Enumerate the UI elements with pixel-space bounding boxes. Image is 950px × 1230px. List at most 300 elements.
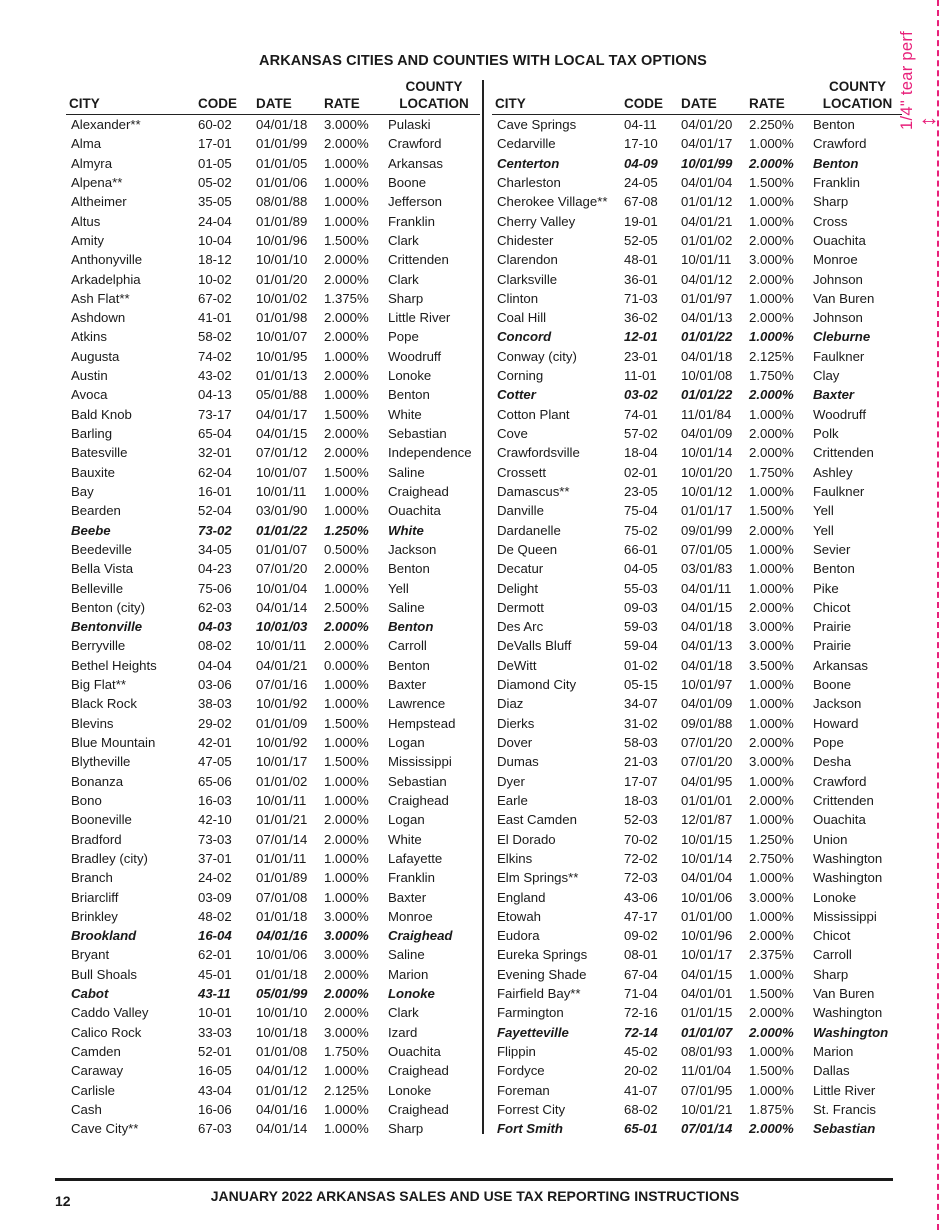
cell-county: Washington	[813, 870, 883, 886]
cell-city: Blevins	[71, 715, 114, 731]
cell-rate: 3.000%	[324, 947, 369, 963]
cell-county: Marion	[388, 966, 429, 982]
cell-code: 45-01	[198, 966, 232, 982]
cell-code: 35-05	[198, 194, 232, 210]
table-row	[492, 907, 902, 926]
cell-code: 24-05	[624, 174, 658, 190]
cell-code: 23-05	[624, 483, 658, 499]
cell-city: Brookland	[71, 928, 137, 944]
cell-rate: 3.000%	[324, 908, 369, 924]
cell-city: Earle	[497, 792, 528, 808]
cell-rate: 1.000%	[749, 773, 794, 789]
cell-date: 04/01/21	[256, 657, 308, 673]
cell-rate: 3.500%	[749, 657, 794, 673]
cell-city: Forrest City	[497, 1101, 566, 1117]
table-row	[66, 926, 480, 945]
cell-code: 52-04	[198, 503, 232, 519]
table-row	[66, 154, 480, 173]
cell-date: 10/01/07	[256, 329, 308, 345]
cell-rate: 1.000%	[749, 870, 794, 886]
cell-code: 04-03	[198, 619, 232, 635]
cell-city: Etowah	[497, 908, 541, 924]
table-row	[66, 521, 480, 540]
table-row	[66, 405, 480, 424]
table-row	[66, 830, 480, 849]
cell-county: Izard	[388, 1024, 418, 1040]
cell-city: Dierks	[497, 715, 535, 731]
cell-code: 43-06	[624, 889, 658, 905]
cell-date: 09/01/88	[681, 715, 733, 731]
footer-title: JANUARY 2022 ARKANSAS SALES AND USE TAX REPORTING INSTRUCTIONS	[210, 1188, 740, 1204]
table-row	[492, 714, 902, 733]
cell-county: Carroll	[388, 638, 427, 654]
cell-rate: 2.000%	[749, 271, 794, 287]
cell-code: 67-04	[624, 966, 658, 982]
cell-city: Batesville	[71, 445, 128, 461]
cell-county: Craighead	[388, 483, 449, 499]
table-row	[66, 385, 480, 404]
cell-city: Calico Rock	[71, 1024, 142, 1040]
cell-date: 03/01/83	[681, 561, 733, 577]
cell-date: 10/01/11	[256, 638, 307, 654]
cell-county: Johnson	[813, 310, 863, 326]
table-row	[66, 868, 480, 887]
header-location: LOCATION	[399, 96, 469, 111]
cell-county: Polk	[813, 426, 839, 441]
cell-code: 67-02	[198, 290, 232, 306]
cell-date: 10/01/99	[681, 155, 733, 171]
cell-date: 01/01/01	[681, 792, 733, 808]
cell-code: 66-01	[624, 541, 658, 557]
cell-code: 57-02	[624, 426, 658, 441]
cell-county: Monroe	[388, 908, 433, 924]
cell-code: 31-02	[624, 715, 658, 731]
cell-city: Ashdown	[71, 310, 126, 326]
cell-code: 47-17	[624, 908, 658, 924]
cell-county: Woodruff	[388, 348, 442, 364]
cell-date: 04/01/09	[681, 426, 733, 441]
cell-city: Carlisle	[71, 1082, 115, 1098]
cell-county: Johnson	[813, 271, 863, 287]
cell-date: 07/01/05	[681, 541, 733, 557]
cell-county: Benton	[813, 155, 859, 171]
cell-county: Sebastian	[813, 1121, 876, 1137]
cell-city: England	[497, 889, 546, 905]
cell-county: Arkansas	[388, 155, 443, 171]
cell-date: 04/01/01	[681, 986, 733, 1002]
cell-county: Hempstead	[388, 715, 456, 731]
cell-city: Avoca	[71, 387, 108, 403]
cell-code: 08-02	[198, 638, 232, 654]
cell-code: 62-03	[198, 599, 232, 615]
table-row	[66, 540, 480, 559]
table-row	[66, 270, 480, 289]
cell-code: 72-02	[624, 850, 658, 866]
cell-city: Branch	[71, 870, 113, 886]
cell-rate: 1.000%	[749, 1082, 794, 1098]
cell-code: 16-04	[198, 928, 232, 944]
cell-city: Conway (city)	[497, 348, 577, 364]
table-row	[66, 714, 480, 733]
cell-code: 04-23	[198, 561, 232, 577]
table-row	[492, 482, 902, 501]
cell-date: 07/01/14	[681, 1121, 733, 1137]
cell-date: 10/01/97	[681, 677, 733, 693]
cell-city: Briarcliff	[71, 889, 119, 905]
table-row	[492, 1119, 902, 1138]
cell-city: Centerton	[497, 155, 560, 171]
cell-date: 10/01/07	[256, 464, 308, 480]
cell-county: Desha	[813, 754, 852, 770]
cell-rate: 1.500%	[749, 503, 794, 519]
table-row	[492, 945, 902, 964]
table-row	[492, 810, 902, 829]
cell-code: 73-02	[198, 522, 232, 538]
cell-county: Ouachita	[388, 503, 441, 519]
cell-rate: 1.000%	[749, 136, 794, 152]
cell-city: East Camden	[497, 812, 577, 828]
cell-city: Flippin	[497, 1044, 536, 1059]
table-row	[66, 849, 480, 868]
cell-county: Woodruff	[813, 406, 867, 422]
table-row	[66, 289, 480, 308]
cell-city: Cave City**	[71, 1121, 139, 1137]
cell-city: Bauxite	[71, 464, 115, 480]
cell-city: Corning	[497, 368, 544, 384]
cell-county: White	[388, 406, 422, 422]
cell-rate: 1.000%	[749, 213, 794, 229]
cell-code: 38-03	[198, 696, 232, 712]
cell-date: 07/01/16	[256, 677, 308, 693]
cell-county: Arkansas	[813, 657, 868, 673]
cell-code: 09-03	[624, 599, 658, 615]
cell-date: 10/01/12	[681, 483, 733, 499]
cell-city: Barling	[71, 426, 113, 441]
cell-date: 04/01/12	[256, 1063, 308, 1079]
cell-code: 16-03	[198, 792, 232, 808]
cell-rate: 1.500%	[324, 406, 369, 422]
cell-rate: 1.500%	[749, 986, 794, 1002]
cell-code: 75-04	[624, 503, 658, 519]
cell-city: Ash Flat**	[71, 290, 130, 306]
cell-code: 47-05	[198, 754, 232, 770]
table-row	[492, 1100, 902, 1119]
cell-city: Concord	[497, 329, 552, 345]
cell-code: 43-02	[198, 368, 232, 384]
cell-date: 01/01/13	[256, 368, 308, 384]
cell-rate: 2.000%	[324, 426, 369, 441]
cell-rate: 1.875%	[749, 1101, 794, 1117]
cell-city: Cove	[497, 426, 528, 441]
right-table-body	[492, 115, 902, 1139]
cell-county: Lonoke	[388, 368, 432, 384]
cell-county: Carroll	[813, 947, 852, 963]
cell-rate: 2.000%	[324, 136, 369, 152]
cell-city: Bay	[71, 483, 94, 499]
table-row	[66, 579, 480, 598]
cell-city: Fordyce	[497, 1063, 545, 1079]
cell-rate: 1.000%	[749, 329, 794, 345]
cell-code: 72-03	[624, 870, 658, 886]
table-row	[492, 694, 902, 713]
cell-date: 01/01/09	[256, 715, 308, 731]
cell-county: Craighead	[388, 1063, 449, 1079]
cell-rate: 1.000%	[749, 812, 794, 828]
cell-date: 10/01/14	[681, 445, 733, 461]
cell-code: 52-01	[198, 1044, 232, 1059]
cell-city: Coal Hill	[497, 310, 547, 326]
table-row	[66, 617, 480, 636]
cell-rate: 1.000%	[324, 792, 369, 808]
cell-county: Ouachita	[813, 232, 866, 248]
table-row	[66, 115, 480, 135]
cell-date: 10/01/06	[681, 889, 733, 905]
cell-code: 72-14	[624, 1024, 658, 1040]
table-row	[492, 154, 902, 173]
cell-code: 74-02	[198, 348, 232, 364]
cell-rate: 1.000%	[749, 580, 794, 596]
cell-date: 04/01/18	[256, 117, 308, 132]
cell-county: Crittenden	[388, 252, 449, 268]
cell-rate: 2.000%	[324, 831, 369, 847]
cell-rate: 2.000%	[749, 310, 794, 326]
cell-city: Bald Knob	[71, 406, 132, 422]
header-date: DATE	[256, 78, 324, 115]
table-row	[492, 617, 902, 636]
table-row	[66, 559, 480, 578]
table-row	[492, 656, 902, 675]
table-row	[492, 772, 902, 791]
header-date: DATE	[681, 78, 749, 115]
cell-county: Craighead	[388, 1101, 449, 1117]
cell-code: 71-03	[624, 290, 658, 306]
cell-city: Cotton Plant	[497, 406, 570, 422]
cell-rate: 1.000%	[324, 773, 369, 789]
cell-date: 01/01/22	[681, 387, 733, 403]
cell-rate: 3.000%	[749, 889, 794, 905]
cell-city: Delight	[497, 580, 539, 596]
cell-rate: 2.000%	[749, 792, 794, 808]
table-row	[492, 501, 902, 520]
cell-city: Elkins	[497, 850, 533, 866]
cell-county: Lonoke	[813, 889, 857, 905]
cell-rate: 2.000%	[324, 310, 369, 326]
cell-rate: 1.000%	[749, 194, 794, 210]
cell-county: Dallas	[813, 1063, 850, 1079]
cell-county: Mississippi	[388, 754, 452, 770]
cell-city: Cherry Valley	[497, 213, 576, 229]
cell-city: DeWitt	[497, 657, 537, 673]
cell-date: 05/01/99	[256, 986, 308, 1002]
cell-rate: 2.000%	[749, 599, 794, 615]
cell-date: 10/01/11	[256, 792, 307, 808]
cell-code: 52-05	[624, 232, 658, 248]
cell-rate: 2.000%	[324, 1005, 369, 1021]
cell-date: 04/01/15	[256, 426, 308, 441]
cell-county: Franklin	[388, 213, 435, 229]
page-title: ARKANSAS CITIES AND COUNTIES WITH LOCAL TAX OPTIONS	[259, 53, 707, 69]
cell-date: 01/01/89	[256, 870, 308, 886]
table-row	[66, 501, 480, 520]
table-row	[66, 945, 480, 964]
cell-date: 04/01/11	[681, 580, 732, 596]
cell-county: Craighead	[388, 792, 449, 808]
table-row	[492, 134, 902, 153]
cell-county: Clay	[813, 368, 840, 384]
table-row	[66, 327, 480, 346]
cell-date: 10/01/17	[681, 947, 733, 963]
cell-rate: 1.500%	[324, 715, 369, 731]
cell-county: Pope	[813, 735, 844, 750]
table-row	[492, 636, 902, 655]
table-row	[66, 810, 480, 829]
cell-county: Crawford	[813, 773, 867, 789]
cell-rate: 2.000%	[749, 928, 794, 944]
cell-city: Cherokee Village**	[497, 194, 608, 210]
cell-city: Dover	[497, 735, 533, 750]
cell-rate: 1.000%	[749, 483, 794, 499]
cell-date: 01/01/99	[256, 136, 308, 152]
table-row	[66, 192, 480, 211]
table-row	[492, 115, 902, 135]
cell-county: Logan	[388, 735, 425, 750]
right-column	[492, 78, 902, 1139]
cell-rate: 1.000%	[324, 1063, 369, 1079]
cell-date: 04/01/17	[256, 406, 308, 422]
table-row	[492, 675, 902, 694]
table-row	[492, 424, 902, 443]
cell-city: Bradley (city)	[71, 850, 148, 866]
cell-county: Clark	[388, 232, 419, 248]
left-header-row	[66, 78, 480, 115]
cell-county: St. Francis	[813, 1101, 877, 1117]
cell-date: 03/01/90	[256, 503, 308, 519]
header-city: CITY	[492, 78, 624, 115]
cell-rate: 1.000%	[324, 677, 369, 693]
cell-date: 07/01/95	[681, 1082, 733, 1098]
cell-city: Foreman	[497, 1082, 550, 1098]
table-row	[66, 636, 480, 655]
cell-rate: 1.000%	[749, 715, 794, 731]
cell-code: 36-01	[624, 271, 658, 287]
cell-code: 03-02	[624, 387, 658, 403]
cell-code: 59-03	[624, 619, 658, 635]
cell-code: 04-09	[624, 155, 658, 171]
table-row	[492, 173, 902, 192]
cell-city: Altheimer	[71, 194, 127, 210]
table-row	[66, 675, 480, 694]
cell-city: El Dorado	[497, 831, 556, 847]
cell-code: 04-13	[198, 387, 232, 403]
cell-code: 18-03	[624, 792, 658, 808]
cell-county: Ouachita	[813, 812, 866, 828]
cell-date: 01/01/17	[681, 503, 733, 519]
cell-date: 10/01/21	[681, 1101, 733, 1117]
tear-perf-label: 1/4" tear perf	[898, 30, 916, 130]
cell-rate: 1.750%	[324, 1044, 369, 1059]
cell-county: Pulaski	[388, 117, 431, 132]
cell-county: Van Buren	[813, 290, 875, 306]
table-row	[66, 907, 480, 926]
cell-date: 01/01/15	[681, 1005, 733, 1021]
cell-city: Black Rock	[71, 696, 137, 712]
header-rate: RATE	[324, 78, 388, 115]
cell-date: 10/01/15	[681, 831, 733, 847]
cell-code: 60-02	[198, 117, 232, 132]
cell-date: 10/01/11	[256, 483, 307, 499]
cell-county: Faulkner	[813, 483, 865, 499]
left-column	[66, 78, 480, 1139]
cell-code: 10-04	[198, 232, 232, 248]
cell-date: 04/01/18	[681, 348, 733, 364]
cell-city: Clarksville	[497, 271, 558, 287]
cell-rate: 1.500%	[749, 1063, 794, 1079]
cell-rate: 2.250%	[749, 117, 794, 132]
cell-city: Damascus**	[497, 483, 570, 499]
cell-city: Cedarville	[497, 136, 556, 152]
cell-city: Cabot	[71, 986, 109, 1002]
table-row	[66, 443, 480, 462]
cell-code: 08-01	[624, 947, 658, 963]
cell-rate: 2.000%	[749, 1005, 794, 1021]
cell-city: Arkadelphia	[71, 271, 141, 287]
cell-county: Craighead	[388, 928, 453, 944]
cell-county: Prairie	[813, 619, 852, 635]
cell-rate: 1.000%	[749, 966, 794, 982]
table-row	[66, 656, 480, 675]
cell-rate: 2.000%	[324, 271, 369, 287]
cell-city: Alpena**	[71, 174, 123, 190]
right-tax-table	[492, 78, 902, 1139]
cell-rate: 1.000%	[749, 908, 794, 924]
cell-city: Des Arc	[497, 619, 544, 635]
header-rate: RATE	[749, 78, 813, 115]
cell-rate: 2.000%	[324, 966, 369, 982]
cell-county: Jefferson	[388, 194, 443, 210]
cell-city: Augusta	[71, 348, 120, 364]
cell-date: 01/01/89	[256, 213, 308, 229]
cell-code: 03-06	[198, 677, 232, 693]
cell-date: 04/01/18	[681, 619, 733, 635]
table-row	[492, 327, 902, 346]
table-row	[492, 385, 902, 404]
cell-rate: 2.000%	[749, 735, 794, 750]
cell-rate: 2.000%	[749, 387, 794, 403]
cell-county: Sebastian	[388, 773, 447, 789]
cell-code: 55-03	[624, 580, 658, 596]
cell-code: 62-04	[198, 464, 232, 480]
cell-county: Chicot	[813, 928, 851, 944]
table-row	[66, 733, 480, 752]
cell-rate: 3.000%	[749, 754, 794, 770]
cell-code: 48-01	[624, 252, 658, 268]
cell-city: Blytheville	[71, 754, 131, 770]
table-row	[492, 868, 902, 887]
cell-code: 10-02	[198, 271, 232, 287]
cell-code: 67-03	[198, 1121, 232, 1137]
cell-code: 34-05	[198, 541, 232, 557]
cell-rate: 2.000%	[749, 445, 794, 461]
table-row	[492, 791, 902, 810]
cell-date: 01/01/20	[256, 271, 308, 287]
cell-code: 42-01	[198, 735, 232, 750]
cell-date: 01/01/07	[256, 541, 308, 557]
cell-date: 04/01/09	[681, 696, 733, 712]
cell-date: 04/01/16	[256, 1101, 308, 1117]
cell-county: Crawford	[813, 136, 867, 152]
cell-city: Caddo Valley	[71, 1005, 149, 1021]
cell-rate: 1.500%	[324, 464, 369, 480]
